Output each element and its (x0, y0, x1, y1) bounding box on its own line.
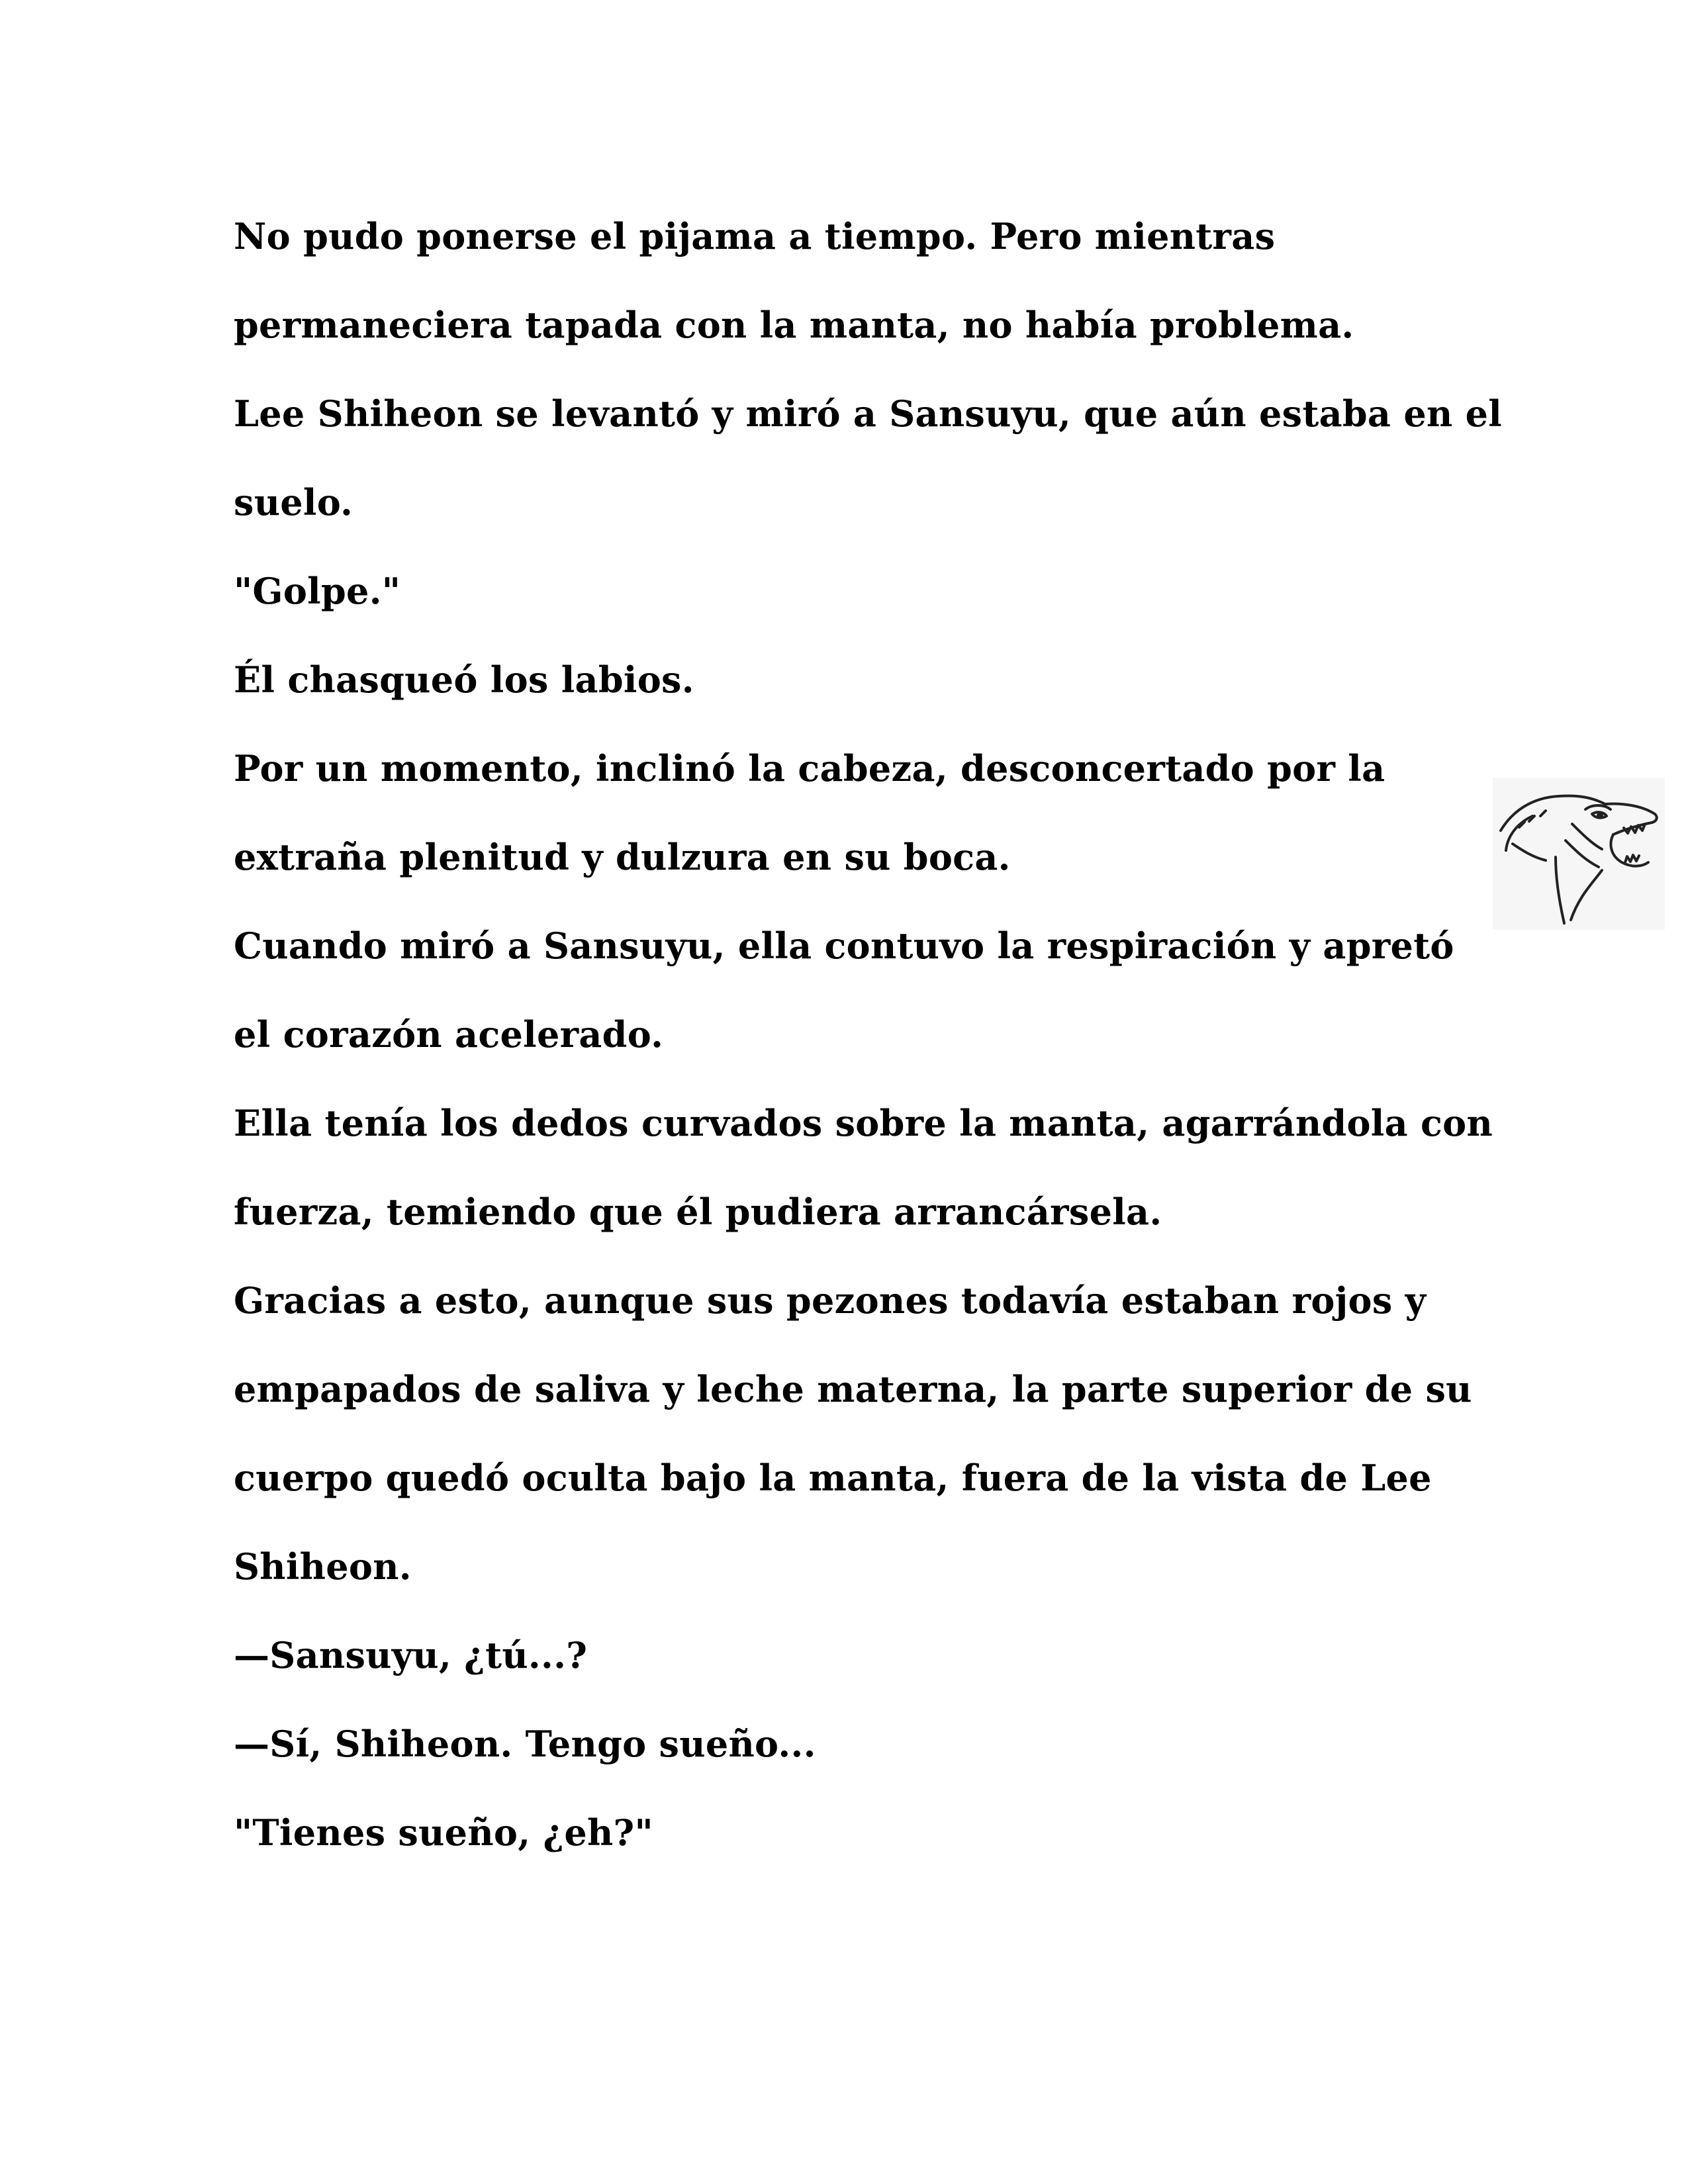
text-line: Shiheon. (234, 1545, 412, 1588)
text-line: empapados de saliva y leche materna, la parte superior de su (234, 1368, 1472, 1410)
text-line: cuerpo quedó oculta bajo la manta, fuera de la vista de Lee (234, 1457, 1432, 1499)
text-line: No pudo ponerse el pijama a tiempo. Pero mientras (234, 215, 1276, 257)
text-line: —Sí, Shiheon. Tengo sueño... (234, 1723, 816, 1765)
text-body (234, 192, 1503, 1877)
text-line: "Golpe." (234, 570, 401, 612)
text-line: Él chasqueó los labios. (234, 659, 694, 701)
text-line: Cuando miró a Sansuyu, ella contuvo la respiración y apretó (234, 925, 1454, 967)
text-line: permaneciera tapada con la manta, no había problema. (234, 304, 1354, 346)
text-line: "Tienes sueño, ¿eh?" (234, 1811, 653, 1854)
text-line: el corazón acelerado. (234, 1013, 664, 1056)
text-line: extraña plenitud y dulzura en su boca. (234, 836, 1011, 878)
text-line: Ella tenía los dedos curvados sobre la manta, agarrándola con (234, 1102, 1493, 1144)
text-line: fuerza, temiendo que él pudiera arrancársela. (234, 1191, 1162, 1233)
text-line: Por un momento, inclinó la cabeza, desconcertado por la (234, 747, 1385, 790)
text-line: Gracias a esto, aunque sus pezones todavía estaban rojos y (234, 1279, 1427, 1322)
text-line: Lee Shiheon se levantó y miró a Sansuyu, que aún estaba en el (234, 392, 1503, 435)
dinosaur-head-icon (1493, 778, 1665, 930)
text-line: suelo. (234, 481, 353, 523)
text-line: —Sansuyu, ¿tú...? (234, 1634, 588, 1676)
